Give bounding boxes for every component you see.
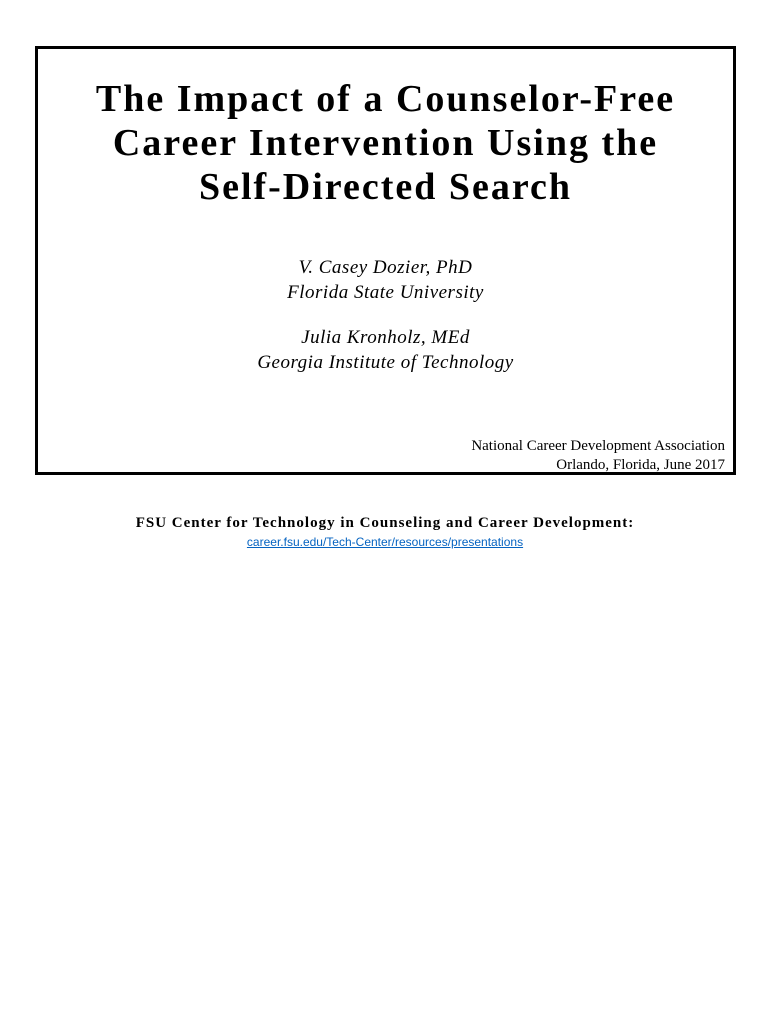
author-block-1 — [38, 255, 733, 305]
author-block-2 — [38, 325, 733, 375]
title-line-2: Career Intervention Using the — [112, 122, 659, 164]
title-slide-frame — [35, 46, 736, 475]
author-affiliation: Georgia Institute of Technology — [257, 352, 514, 373]
conference-info — [471, 437, 725, 475]
author-name: Julia Kronholz, MEd — [301, 327, 470, 348]
page-footer — [0, 514, 770, 551]
presentation-title — [38, 77, 733, 209]
title-line-3: Self-Directed Search — [198, 166, 573, 208]
conference-name: National Career Development Association — [471, 438, 725, 454]
conference-location-date: Orlando, Florida, June 2017 — [556, 457, 725, 473]
author-name: V. Casey Dozier, PhD — [298, 257, 473, 278]
title-line-1: The Impact of a Counselor-Free — [95, 78, 676, 120]
presentations-link[interactable]: career.fsu.edu/Tech-Center/resources/presentations — [246, 535, 524, 549]
author-affiliation: Florida State University — [287, 282, 484, 303]
footer-heading: FSU Center for Technology in Counseling and Career Development: — [135, 515, 635, 531]
